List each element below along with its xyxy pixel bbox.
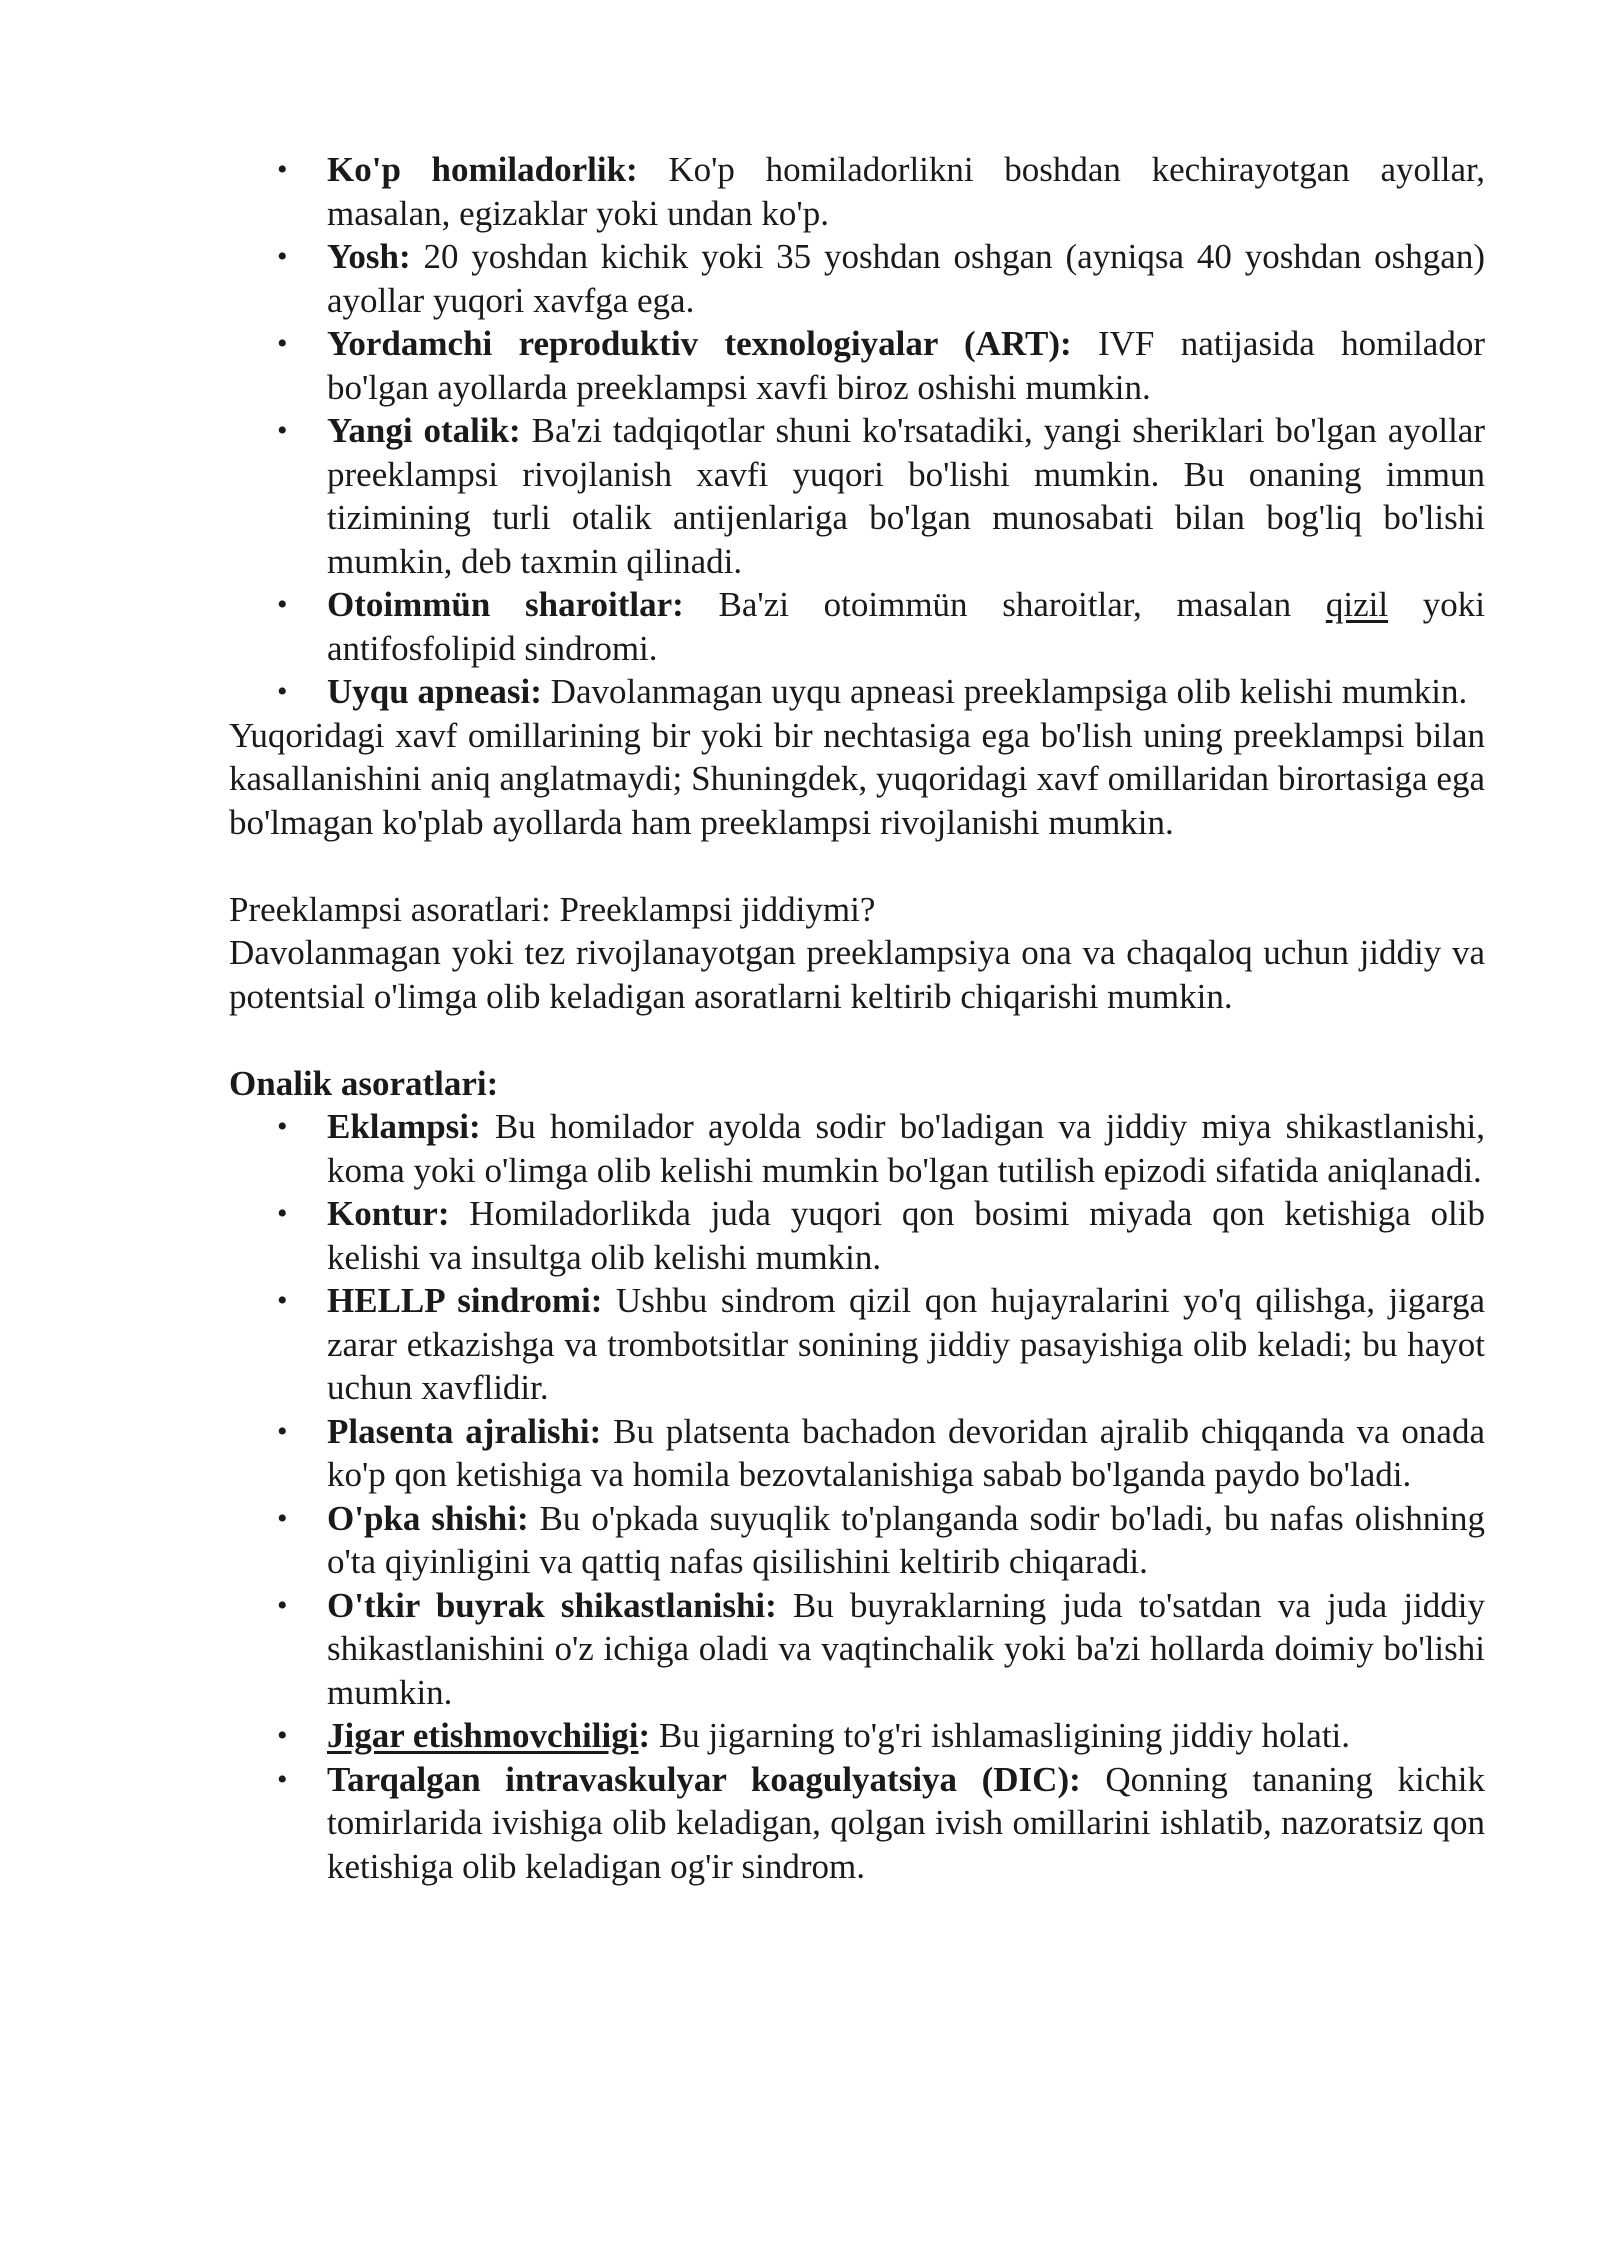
spacer xyxy=(229,844,1485,888)
list-item-text: IVF natijasida homilador bo'lgan ayollarda preeklampsi xavfi biroz oshishi mumkin. xyxy=(327,324,1485,407)
list-item xyxy=(229,583,1485,670)
list-item xyxy=(229,1714,1485,1758)
summary-paragraph: Yuqoridagi xavf omillarining bir yoki bir nechtasiga ega bo'lish uning preeklampsi bilan kasallanishini aniq anglatmaydi; Shuningdek, yuqoridagi xavf omillaridan birortasiga ega bo'lmagan ko'plab ayollarda ham preeklampsi rivojlanishi mumkin. xyxy=(229,715,1485,842)
list-item-term: Yordamchi reproduktiv texnologiyalar (ART): xyxy=(327,324,1072,363)
complications-intro: Davolanmagan yoki tez rivojlanayotgan preeklampsiya ona va chaqaloq uchun jiddiy va potentsial o'limga olib keladigan asoratlarni keltirib chiqarishi mumkin. xyxy=(229,933,1485,1016)
list-item-text: Bu jigarning to'g'ri ishlamasligining jiddiy holati. xyxy=(650,1716,1351,1755)
list-item-text-after: yoki antifosfolipid sindromi. xyxy=(327,585,1485,668)
list-item-text: Bu o'pkada suyuqlik to'planganda sodir bo'ladi, bu nafas olishning o'ta qiyinligini va qattiq nafas qisilishini keltirib chiqaradi. xyxy=(327,1498,1485,1581)
list-item-text: Bu platsenta bachadon devoridan ajralib chiqqanda va onada ko'p qon ketishiga va homila bezovtalanishiga sabab bo'lganda paydo bo'ladi. xyxy=(327,1411,1486,1494)
list-item xyxy=(229,1758,1485,1889)
list-item-text: Ba'zi tadqiqotlar shuni ko'rsatadiki, yangi sheriklari bo'lgan ayollar preeklampsi rivojlanish xavfi yuqori bo'lishi mumkin. Bu onaning immun tizimining turli otalik antijenlariga bo'lgan munosabati bilan bog'liq bo'lishi mumkin, deb taxmin qilinadi. xyxy=(327,411,1485,581)
list-item xyxy=(229,1497,1485,1584)
list-item-term: Plasenta ajralishi: xyxy=(327,1411,602,1451)
list-item xyxy=(229,235,1485,322)
risk-factor-list xyxy=(229,148,1485,714)
qizil-link[interactable]: qizil xyxy=(1325,585,1389,624)
list-item-text: 20 yoshdan kichik yoki 35 yoshdan oshgan (ayniqsa 40 yoshdan oshgan) ayollar yuqori xavfga ega. xyxy=(327,237,1485,320)
list-item xyxy=(229,322,1485,409)
document-page xyxy=(229,148,1485,1888)
list-item-term: Uyqu apneasi: xyxy=(327,672,542,711)
list-item-term: HELLP sindromi: xyxy=(327,1281,603,1320)
list-item-term: Yangi otalik: xyxy=(327,411,521,450)
list-item-text: Bu homilador ayolda sodir bo'ladigan va jiddiy miya shikastlanishi, koma yoki o'limga olib kelishi mumkin bo'lgan tutilish epizodi sifatida aniqlanadi. xyxy=(327,1107,1485,1190)
list-item-text: Davolanmagan uyqu apneasi preeklampsiga olib kelishi mumkin. xyxy=(541,672,1468,711)
list-item-term: O'pka shishi: xyxy=(327,1498,529,1538)
list-item-term: Eklampsi: xyxy=(327,1107,481,1146)
list-item-term: : xyxy=(638,1716,651,1755)
list-item-text: Qonning tananing kichik tomirlarida ivishiga olib keladigan, qolgan ivish omillarini ishlatib, nazoratsiz qon ketishiga olib keladigan og'ir sindrom. xyxy=(327,1759,1485,1886)
list-item xyxy=(229,670,1485,714)
list-item xyxy=(229,148,1485,235)
list-item xyxy=(229,1410,1485,1497)
list-item-term: O'tkir buyrak shikastlanishi: xyxy=(327,1585,777,1625)
list-item-text: Ba'zi otoimmün sharoitlar, masalan xyxy=(683,585,1326,624)
maternal-complications-heading: Onalik asoratlari: xyxy=(229,1063,499,1103)
jigar-etishmovchiligi-link[interactable]: Jigar etishmovchiligi xyxy=(327,1716,639,1755)
list-item xyxy=(229,1192,1485,1279)
spacer xyxy=(229,1018,1485,1062)
list-item-text: Ushbu sindrom qizil qon hujayralarini yo'q qilishga, jigarga zarar etkazishga va trombotsitlar sonining jiddiy pasayishiga olib keladi; bu hayot uchun xavflidir. xyxy=(327,1281,1485,1407)
list-item-term: Ko'p homiladorlik: xyxy=(327,150,638,189)
list-item-term: Kontur: xyxy=(327,1194,450,1233)
list-item-term: Yosh: xyxy=(327,237,411,276)
list-item-term: Tarqalgan intravaskulyar koagulyatsiya (DIC): xyxy=(327,1759,1081,1799)
list-item-text: Ko'p homiladorlikni boshdan kechirayotgan ayollar, masalan, egizaklar yoki undan ko'p. xyxy=(327,150,1485,233)
list-item xyxy=(229,1279,1485,1410)
list-item-text: Bu buyraklarning juda to'satdan va juda jiddiy shikastlanishini o'z ichiga oladi va vaqtinchalik yoki ba'zi hollarda doimiy bo'lishi mumkin. xyxy=(327,1585,1486,1712)
maternal-complication-list xyxy=(229,1105,1485,1888)
list-item xyxy=(229,1105,1485,1192)
list-item-text: Homiladorlikda juda yuqori qon bosimi miyada qon ketishiga olib kelishi va insultga olib kelishi mumkin. xyxy=(327,1194,1485,1277)
complications-title: Preeklampsi asoratlari: Preeklampsi jiddiymi? xyxy=(229,889,876,929)
list-item-term: Otoimmün sharoitlar: xyxy=(327,585,684,624)
list-item xyxy=(229,409,1485,583)
list-item xyxy=(229,1584,1485,1715)
